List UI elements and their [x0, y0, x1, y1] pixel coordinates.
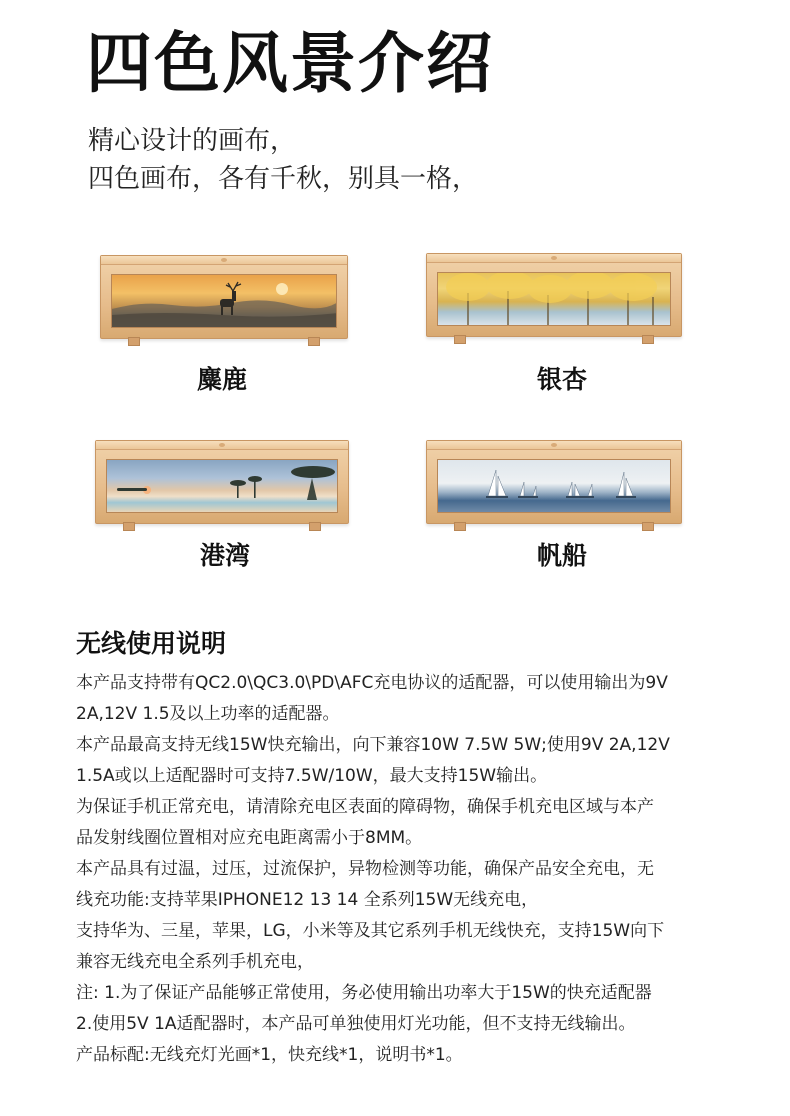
- sailboat-painting: [437, 459, 671, 513]
- subtitle-line-2: 四色画布，各有千秋，别具一格，: [88, 164, 479, 194]
- bay-painting: [106, 459, 338, 513]
- product-lamp-deer: [100, 255, 348, 350]
- instruction-line: 兼容无线充电全系列手机充电，: [76, 952, 314, 972]
- ginkgo-painting: [437, 272, 671, 326]
- instruction-line: 2.使用5V 1A适配器时，本产品可单独使用灯光功能，但不支持无线输出。: [76, 1014, 636, 1034]
- instruction-line: 产品标配:无线充灯光画*1，快充线*1，说明书*1。: [76, 1045, 463, 1065]
- product-lamp-bay: [95, 440, 349, 535]
- instruction-line: 1.5A或以上适配器时可支持7.5W/10W，最大支持15W输出。: [76, 766, 548, 786]
- wood-frame: [100, 255, 348, 339]
- product-lamp-ginkgo: [426, 253, 682, 348]
- wood-frame: [426, 440, 682, 524]
- instruction-line: 品发射线圈位置相对应充电距离需小于8MM。: [76, 828, 423, 848]
- instruction-line: 注: 1.为了保证产品能够正常使用，务必使用输出功率大于15W的快充适配器: [76, 983, 652, 1003]
- instructions-title: 无线使用说明: [76, 629, 227, 658]
- instruction-line: 本产品具有过温，过压，过流保护，异物检测等功能，确保产品安全充电，无: [76, 859, 654, 879]
- instruction-line: 为保证手机正常充电，请清除充电区表面的障碍物，确保手机充电区域与本产: [76, 797, 654, 817]
- page-title: 四色风景介绍: [86, 25, 494, 102]
- product-label-deer: 麋鹿: [196, 365, 247, 394]
- deer-painting: [111, 274, 337, 328]
- wood-frame: [95, 440, 349, 524]
- instruction-line: 支持华为、三星，苹果，LG，小米等及其它系列手机无线快充，支持15W向下: [76, 921, 665, 941]
- instruction-line: 线充功能:支持苹果IPHONE12 13 14 全系列15W无线充电，: [76, 890, 539, 910]
- instruction-line: 2A,12V 1.5及以上功率的适配器。: [76, 704, 340, 724]
- instruction-line: 本产品最高支持无线15W快充输出，向下兼容10W 7.5W 5W;使用9V 2A,12V: [76, 735, 670, 755]
- wood-frame: [426, 253, 682, 337]
- product-label-ginkgo: 银杏: [536, 365, 587, 394]
- instruction-line: 本产品支持带有QC2.0\QC3.0\PD\AFC充电协议的适配器，可以使用输出为9V: [76, 673, 668, 693]
- product-lamp-sailboat: [426, 440, 682, 535]
- subtitle-line-1: 精心设计的画布，: [88, 126, 297, 156]
- product-label-sailboat: 帆船: [536, 541, 587, 570]
- product-label-bay: 港湾: [199, 541, 250, 570]
